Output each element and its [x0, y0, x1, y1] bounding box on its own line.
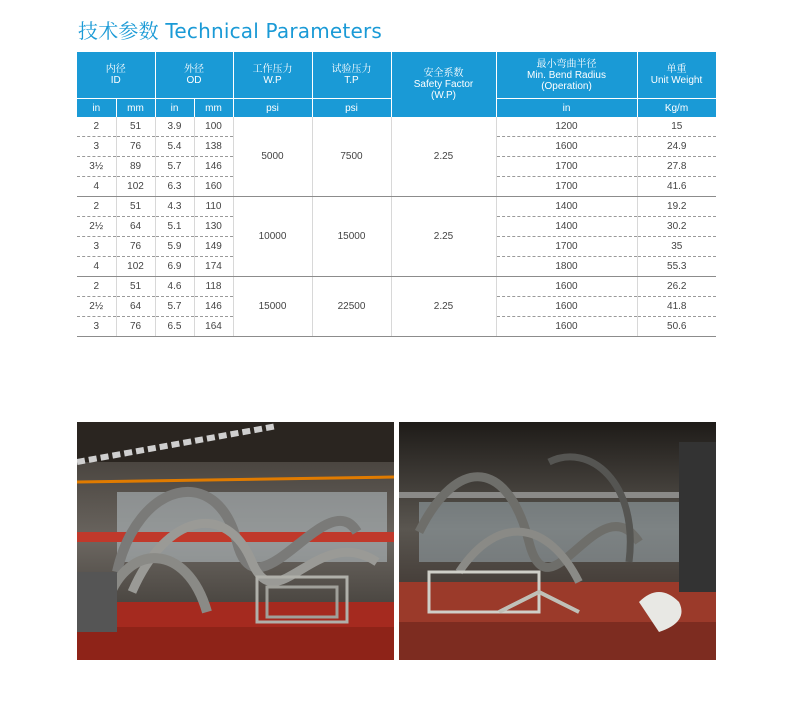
cell-od-in: 5.7 — [155, 297, 194, 317]
cell-mbr: 1600 — [496, 297, 637, 317]
cell-od-mm: 130 — [194, 217, 233, 237]
cell-mbr: 1600 — [496, 137, 637, 157]
table-row — [77, 197, 716, 217]
cell-od-mm: 146 — [194, 297, 233, 317]
cell-tp: 15000 — [312, 197, 391, 277]
cell-id-mm: 51 — [116, 117, 155, 137]
cell-mbr: 1700 — [496, 157, 637, 177]
cell-uw: 55.3 — [637, 257, 716, 277]
cell-id-mm: 102 — [116, 257, 155, 277]
cell-id-in: 2 — [77, 117, 116, 137]
header-unit-weight: 单重 Unit Weight — [637, 52, 716, 99]
cell-id-in: 2½ — [77, 217, 116, 237]
cell-tp: 22500 — [312, 277, 391, 337]
cell-id-in: 2 — [77, 277, 116, 297]
cell-id-mm: 76 — [116, 137, 155, 157]
cell-safety-factor: 2.25 — [391, 117, 496, 197]
cell-id-in: 3½ — [77, 157, 116, 177]
cell-uw: 41.8 — [637, 297, 716, 317]
cell-uw: 27.8 — [637, 157, 716, 177]
cell-od-in: 5.4 — [155, 137, 194, 157]
cell-od-mm: 118 — [194, 277, 233, 297]
cell-uw: 30.2 — [637, 217, 716, 237]
header-row — [77, 52, 716, 99]
unit-mbr: in — [496, 99, 637, 118]
header-od: 外径 OD — [155, 52, 233, 99]
cell-id-mm: 51 — [116, 197, 155, 217]
factory-hose-photo-left — [77, 422, 394, 660]
cell-mbr: 1700 — [496, 177, 637, 197]
cell-od-mm: 110 — [194, 197, 233, 217]
unit-od-in: in — [155, 99, 194, 118]
factory-hose-photo-right — [399, 422, 716, 660]
cell-wp: 5000 — [233, 117, 312, 197]
cell-od-in: 5.9 — [155, 237, 194, 257]
cell-mbr: 1400 — [496, 217, 637, 237]
cell-id-in: 4 — [77, 257, 116, 277]
unit-uw: Kg/m — [637, 99, 716, 118]
cell-mbr: 1400 — [496, 197, 637, 217]
cell-uw: 24.9 — [637, 137, 716, 157]
cell-mbr: 1600 — [496, 277, 637, 297]
header-min-bend-radius: 最小弯曲半径 Min. Bend Radius (Operation) — [496, 52, 637, 99]
cell-od-mm: 138 — [194, 137, 233, 157]
header-id: 内径 ID — [77, 52, 155, 99]
header-wp: 工作压力 W.P — [233, 52, 312, 99]
cell-wp: 15000 — [233, 277, 312, 337]
cell-id-in: 2 — [77, 197, 116, 217]
cell-id-mm: 89 — [116, 157, 155, 177]
cell-od-in: 3.9 — [155, 117, 194, 137]
cell-safety-factor: 2.25 — [391, 197, 496, 277]
cell-od-in: 4.3 — [155, 197, 194, 217]
unit-od-mm: mm — [194, 99, 233, 118]
cell-od-in: 4.6 — [155, 277, 194, 297]
cell-uw: 50.6 — [637, 317, 716, 337]
factory-hose-photo-right-graphic — [399, 422, 716, 660]
unit-tp: psi — [312, 99, 391, 118]
cell-id-mm: 64 — [116, 217, 155, 237]
cell-id-mm: 76 — [116, 237, 155, 257]
cell-id-in: 2½ — [77, 297, 116, 317]
unit-wp: psi — [233, 99, 312, 118]
cell-id-mm: 76 — [116, 317, 155, 337]
cell-mbr: 1600 — [496, 317, 637, 337]
cell-id-in: 3 — [77, 137, 116, 157]
cell-od-mm: 164 — [194, 317, 233, 337]
cell-mbr: 1700 — [496, 237, 637, 257]
cell-safety-factor: 2.25 — [391, 277, 496, 337]
cell-od-in: 6.9 — [155, 257, 194, 277]
cell-id-in: 4 — [77, 177, 116, 197]
cell-od-mm: 160 — [194, 177, 233, 197]
page-title: 技术参数 Technical Parameters — [78, 19, 383, 43]
unit-id-mm: mm — [116, 99, 155, 118]
cell-od-mm: 100 — [194, 117, 233, 137]
unit-id-in: in — [77, 99, 116, 118]
cell-uw: 19.2 — [637, 197, 716, 217]
cell-id-mm: 102 — [116, 177, 155, 197]
cell-od-in: 5.7 — [155, 157, 194, 177]
cell-od-in: 6.3 — [155, 177, 194, 197]
cell-od-in: 6.5 — [155, 317, 194, 337]
cell-wp: 10000 — [233, 197, 312, 277]
technical-parameters-table — [77, 52, 717, 337]
cell-mbr: 1800 — [496, 257, 637, 277]
cell-id-mm: 64 — [116, 297, 155, 317]
cell-tp: 7500 — [312, 117, 391, 197]
cell-mbr: 1200 — [496, 117, 637, 137]
cell-uw: 26.2 — [637, 277, 716, 297]
table-row — [77, 117, 716, 137]
factory-hose-photo-left-graphic — [77, 422, 394, 660]
cell-uw: 15 — [637, 117, 716, 137]
cell-id-in: 3 — [77, 317, 116, 337]
cell-od-mm: 174 — [194, 257, 233, 277]
cell-id-mm: 51 — [116, 277, 155, 297]
cell-od-mm: 149 — [194, 237, 233, 257]
table-row — [77, 277, 716, 297]
header-safety-factor: 安全系数 Safety Factor (W.P) — [391, 52, 496, 117]
cell-uw: 41.6 — [637, 177, 716, 197]
cell-uw: 35 — [637, 237, 716, 257]
cell-od-mm: 146 — [194, 157, 233, 177]
cell-od-in: 5.1 — [155, 217, 194, 237]
header-tp: 试验压力 T.P — [312, 52, 391, 99]
cell-id-in: 3 — [77, 237, 116, 257]
